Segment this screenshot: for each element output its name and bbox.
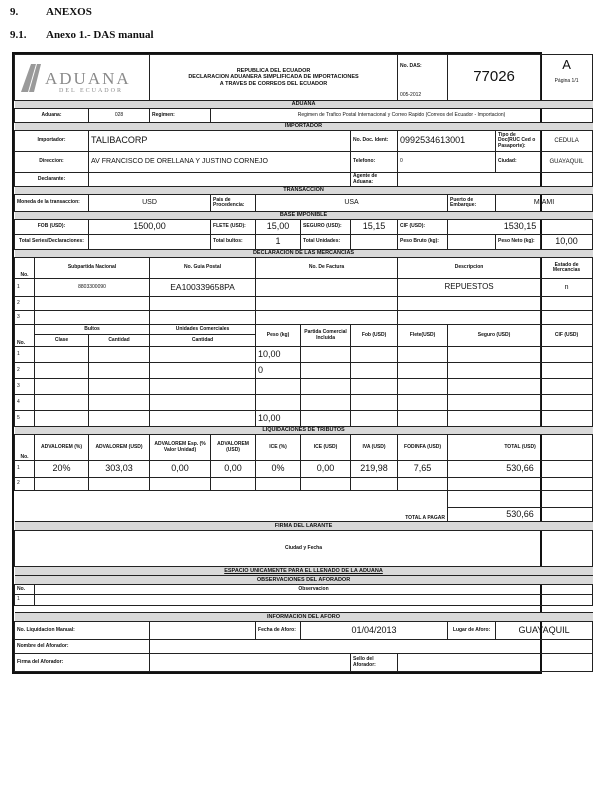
trib-no: 2 [15,478,35,491]
das-number-cell [398,55,448,101]
doc-ident-label: No. Doc. Ident: [351,131,398,152]
seguro-label: SEGURO (USD): [301,220,351,235]
total-series-label: Total Series/Declaraciones: [15,235,89,250]
total-bultos-value: 1 [256,235,301,250]
total-unidades-label: Total Unidades: [301,235,351,250]
bultos-no: 1 [15,347,35,363]
item-no: 1 [15,279,35,297]
bultos-col-cantidad: Cantidad [89,335,150,347]
bultos-col-seguro: Seguro (USD) [448,325,541,347]
bultos-no: 5 [15,411,35,427]
item-subpartida: 8803300090 [35,279,150,297]
das-form [12,52,584,674]
bultos-col-flete: Flete(USD) [398,325,448,347]
trib-col-iva: IVA (USD) [351,435,398,461]
doc-ident-value: 0992534613001 [398,131,496,152]
item-factura [256,279,398,297]
tipo-doc-label: Tipo de Doc(RUC Ced o Pasaporte): [496,131,541,152]
tributos-row [15,478,593,491]
nombre-aforador-value [150,640,593,654]
form-header [15,55,593,101]
pais-value: USA [256,195,448,212]
section-observaciones: OBSERVACIONES DEL AFORADOR [15,576,593,585]
page-label: Página 1/1 [554,78,579,85]
aduana-label: Aduana: [15,109,89,123]
moneda-label: Moneda de la transaccion: [15,195,89,212]
flete-label: FLETE (USD): [211,220,256,235]
moneda-value: USD [89,195,211,212]
section-number: 9. [10,6,19,18]
section-importador: IMPORTADOR [15,123,593,131]
form-letter-cell [541,55,593,101]
items-row [15,279,593,297]
bultos-col-no: No. [15,325,35,347]
nombre-aforador-label: Nombre del Aforador: [15,640,150,654]
aduana-value: 028 [89,109,150,123]
bultos-group: Bultos [35,325,150,335]
items-col-descripcion: Descripcion [398,258,541,279]
subsection-number: 9.1. [10,29,27,41]
items-col-no: No. [15,258,35,279]
direccion-label: Direccion: [15,152,89,173]
items-header-row [15,258,593,279]
firma-aforador-value [150,654,351,672]
bultos-col-cif: CIF (USD) [541,325,593,347]
total-bultos-label: Total bultos: [211,235,256,250]
trib-col-ice-pct: ICE (%) [256,435,301,461]
trib-col-total: TOTAL (USD) [448,435,593,461]
tipo-doc-value: CEDULA [541,131,593,152]
trib-col-no: No. [15,435,35,461]
agente-label: Agente de Aduana: [351,173,398,187]
regimen-value: Regimen de Trafico Postal Internacional y Correo Rapido (Correos del Ecuador - Importacion) [211,109,593,123]
ciudad-label: Ciudad: [496,152,541,173]
section-liquidacion: LIQUIDACIONES DE TRIBUTOS [15,427,593,435]
logo-text: ADUANA [45,68,131,88]
cif-value: 1530,15 [448,220,593,235]
das-number-value: 77026 [448,55,541,101]
section-base-imponible: BASE IMPONIBLE [15,212,593,220]
declarante-value [89,173,351,187]
trib-ice-usd: 0,00 [301,461,351,478]
items-col-factura: No. De Factura [256,258,398,279]
section-declaracion: DECLARACION DE LAS MERCANCIAS [15,250,593,258]
item-no: 2 [15,297,35,311]
total-series-value [89,235,211,250]
logo-subtext: DEL ECUADOR [59,87,123,94]
ciudad-fecha: Ciudad y Fecha [15,531,593,567]
fob-value: 1500,00 [89,220,211,235]
liquidacion-value [150,622,256,640]
puerto-label: Puerto de Embarque: [448,195,496,212]
fecha-aforo-value: 01/04/2013 [301,622,448,640]
direccion-value: AV FRANCISCO DE ORELLANA Y JUSTINO CORNEJO [89,152,351,173]
bultos-peso: 10,00 [256,347,301,363]
peso-bruto-label: Peso Bruto (kg): [398,235,448,250]
peso-bruto-value [448,235,496,250]
tributos-header-row [15,435,593,461]
section-title: ANEXOS [46,6,92,18]
section-espacio: ESPACIO UNICAMENTE PARA EL LLENADO DE LA ADUANA [15,567,593,576]
agente-value [398,173,593,187]
importador-value: TALIBACORP [89,131,351,152]
trib-col-adv-usd: ADVALOREM (USD) [89,435,150,461]
trib-fodinfa: 7,65 [398,461,448,478]
trib-adv-usd: 303,03 [89,461,150,478]
total-unidades-value [351,235,398,250]
items-row [15,297,593,311]
trib-total: 530,66 [448,461,593,478]
item-estado: n [541,279,593,297]
bultos-peso: 0 [256,363,301,379]
lugar-aforo-value: GUAYAQUIL [496,622,593,640]
items-col-estado: Estado de Mercancias [541,258,593,279]
unidades-col-cantidad: Cantidad [150,335,256,347]
bultos-no: 3 [15,379,35,395]
section-firma: FIRMA DEL LARANTE [15,522,593,531]
pais-label: Pais de Procedencia: [211,195,256,212]
subsection-title: Anexo 1.- DAS manual [46,29,154,41]
unidades-group: Unidades Comerciales [150,325,256,335]
bultos-no: 2 [15,363,35,379]
bultos-row [15,395,593,411]
obs-row-value [35,595,593,606]
regimen-label: Regimen: [150,109,211,123]
peso-neto-value: 10,00 [541,235,593,250]
sello-aforador-label: Sello del Aforador: [351,654,398,672]
trib-adv-esp-usd: 0,00 [211,461,256,478]
declarante-label: Declarante: [15,173,89,187]
obs-row-no: 1 [15,595,35,606]
puerto-value: MIAMI [496,195,593,212]
items-col-subpartida: Subpartida Nacional [35,258,150,279]
total-pagar-value: 530,66 [448,508,593,522]
trib-adv-pct: 20% [35,461,89,478]
bultos-peso: 10,00 [256,411,301,427]
flete-value: 15,00 [256,220,301,235]
total-pagar-label: TOTAL A PAGAR [15,508,448,522]
section-transaccion: TRANSACCION [15,187,593,195]
ciudad-value: GUAYAQUIL [541,152,593,173]
das-code: 005-2012 [400,91,422,98]
bultos-col-fob: Fob (USD) [351,325,398,347]
trib-col-adv-pct: ADVALOREM (%) [35,435,89,461]
fob-label: FOB (USD): [15,220,89,235]
telefono-value: 0 [398,152,496,173]
form-title: REPUBLICA DEL ECUADOR DECLARACION ADUANERA SIMPLIFICADA DE IMPORTACIONES A TRAVES DE CORREOS DEL ECUADOR [150,55,398,101]
section-aduana: ADUANA [15,101,593,109]
bultos-no: 4 [15,395,35,411]
trib-ice-pct: 0% [256,461,301,478]
trib-no: 1 [15,461,35,478]
lugar-aforo-label: Lugar de Aforo: [448,622,496,640]
items-row [15,311,593,325]
bultos-col-peso: Peso (kg) [256,325,301,347]
aduana-logo [15,55,150,101]
trib-col-adv-esp: ADVALOREM Esp. (% Valor Unidad) [150,435,211,461]
trib-col-fodinfa: FODINFA (USD) [398,435,448,461]
item-no: 3 [15,311,35,325]
bultos-col-clase: Clase [35,335,89,347]
telefono-label: Telefono: [351,152,398,173]
trib-col-ice-usd: ICE (USD) [301,435,351,461]
bultos-col-partida: Partida Comercial Incluida [301,325,351,347]
bultos-row [15,347,593,363]
bultos-row [15,379,593,395]
sello-aforador-value [398,654,593,672]
item-guia: EA100339658PA [150,279,256,297]
cif-label: CIF (USD): [398,220,448,235]
importador-label: Importador: [15,131,89,152]
trib-iva: 219,98 [351,461,398,478]
trib-adv-esp: 0,00 [150,461,211,478]
firma-aforador-label: Firma del Aforador: [15,654,150,672]
trib-col-adv-esp-usd: ADVALOREM (USD) [211,435,256,461]
section-aforo: INFORMACION DEL AFORO [15,613,593,622]
items-col-guia: No. Guia Postal [150,258,256,279]
seguro-value: 15,15 [351,220,398,235]
liquidacion-label: No. Liquidacion Manual: [15,622,150,640]
peso-neto-label: Peso Neto (kg): [496,235,541,250]
bultos-row [15,363,593,379]
das-number-label: No. DAS: [400,63,422,69]
bultos-row [15,411,593,427]
obs-col-observacion: Observacion [35,585,593,595]
tributos-row [15,461,593,478]
form-letter: A [562,57,571,72]
obs-col-no: No. [15,585,35,595]
item-descripcion: REPUESTOS [398,279,541,297]
fecha-aforo-label: Fecha de Aforo: [256,622,301,640]
